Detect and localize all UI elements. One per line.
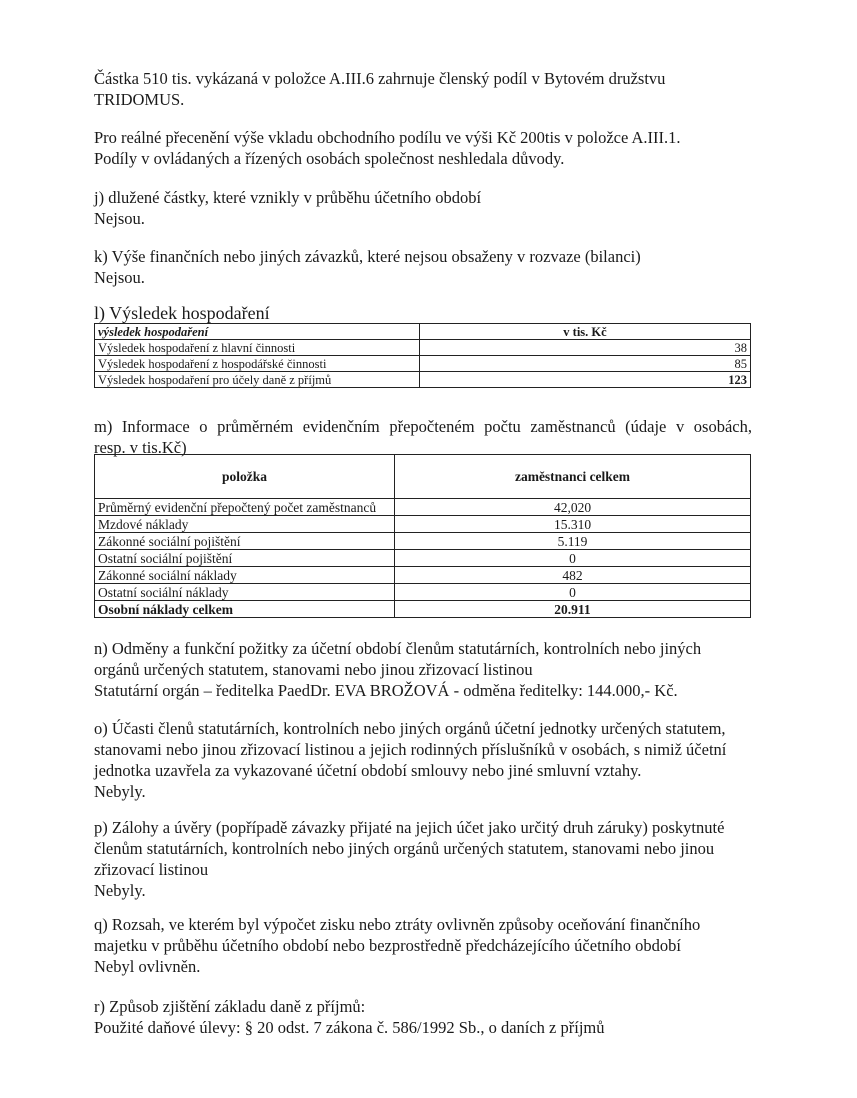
table-cell-value: 20.911 — [395, 601, 751, 618]
zamestnanci-table — [94, 454, 751, 618]
table-row — [95, 516, 751, 533]
section-m-title — [94, 416, 752, 458]
text-line: r) Způsob zjištění základu daně z příjmů: — [94, 997, 366, 1016]
table-cell-label: Výsledek hospodaření z hlavní činnosti — [95, 340, 420, 356]
table-header-cell: výsledek hospodaření — [95, 324, 420, 340]
table-header-row — [95, 455, 751, 499]
table-cell-label: Mzdové náklady — [95, 516, 395, 533]
section-r — [94, 996, 754, 1038]
table-cell-value: 42,020 — [395, 499, 751, 516]
text-line: Částka 510 tis. vykázaná v položce A.III.6 zahrnuje členský podíl v Bytovém družstvu — [94, 69, 666, 88]
text-line: orgánů určených statutem, stanovami nebo jinou zřizovací listinou — [94, 660, 533, 679]
text-line: m) Informace o průměrném evidenčním přepočteném počtu zaměstnanců (údaje v osobách, — [94, 417, 752, 436]
section-j-value: Nejsou. — [94, 209, 145, 228]
section-l-title: l) Výsledek hospodaření — [94, 303, 270, 323]
table-row — [95, 499, 751, 516]
paragraph-preceneni — [94, 127, 754, 169]
table-row — [95, 533, 751, 550]
table-cell-value: 482 — [395, 567, 751, 584]
section-k-title: k) Výše finančních nebo jiných závazků, které nejsou obsaženy v rozvaze (bilanci) — [94, 247, 641, 266]
text-line: q) Rozsah, ve kterém byl výpočet zisku nebo ztráty ovlivněn způsoby oceňování finančního — [94, 915, 701, 934]
table-cell-value: 0 — [395, 550, 751, 567]
text-line: Pro reálné přecenění výše vkladu obchodního podílu ve výši Kč 200tis v položce A.III.1. — [94, 128, 681, 147]
text-line: n) Odměny a funkční požitky za účetní období členům statutárních, kontrolních nebo jiných — [94, 639, 702, 658]
section-j-title: j) dlužené částky, které vznikly v průběhu účetního období — [94, 188, 482, 207]
section-q — [94, 914, 754, 977]
table-cell-value: 85 — [420, 356, 751, 372]
table-row — [95, 340, 751, 356]
table-row — [95, 584, 751, 601]
section-o — [94, 718, 754, 802]
table-cell-label: Ostatní sociální náklady — [95, 584, 395, 601]
text-line: Použité daňové úlevy: § 20 odst. 7 zákona č. 586/1992 Sb., o daních z příjmů — [94, 1018, 605, 1037]
text-line: Statutární orgán – ředitelka PaedDr. EVA BROŽOVÁ - odměna ředitelky: 144.000,- Kč. — [94, 681, 678, 700]
table-row — [95, 567, 751, 584]
table-cell-value: 15.310 — [395, 516, 751, 533]
table-cell-label: Osobní náklady celkem — [95, 601, 395, 618]
table-row — [95, 372, 751, 388]
text-line: resp. v tis.Kč) — [94, 438, 187, 457]
table-header-cell: zaměstnanci celkem — [395, 455, 751, 499]
table-total-row — [95, 601, 751, 618]
table-cell-value: 0 — [395, 584, 751, 601]
table-cell-label: Výsledek hospodaření z hospodářské činnosti — [95, 356, 420, 372]
text-line: Nebyl ovlivněn. — [94, 957, 201, 976]
text-line: členům statutárních, kontrolních nebo jiných orgánů určených statutem, stanovami nebo jinou — [94, 839, 715, 858]
table-cell-value: 5.119 — [395, 533, 751, 550]
table-cell-label: Zákonné sociální pojištění — [95, 533, 395, 550]
section-k-value: Nejsou. — [94, 268, 145, 287]
table-cell-label: Průměrný evidenční přepočtený počet zaměstnanců — [95, 499, 395, 516]
text-line: Nebyly. — [94, 782, 146, 801]
text-line: Podíly v ovládaných a řízených osobách společnost neshledala důvody. — [94, 149, 565, 168]
table-header-cell: v tis. Kč — [420, 324, 751, 340]
section-j — [94, 187, 754, 229]
table-header-cell: položka — [95, 455, 395, 499]
section-p — [94, 817, 754, 901]
table-cell-value: 38 — [420, 340, 751, 356]
paragraph-castka — [94, 68, 754, 110]
text-line: p) Zálohy a úvěry (popřípadě závazky přijaté na jejich účet jako určitý druh záruky) poskytnuté — [94, 818, 725, 837]
text-line: o) Účasti členů statutárních, kontrolních nebo jiných orgánů účetní jednotky určených statutem, — [94, 719, 726, 738]
table-row — [95, 356, 751, 372]
text-line: Nebyly. — [94, 881, 146, 900]
table-cell-value: 123 — [420, 372, 751, 388]
table-cell-label: Ostatní sociální pojištění — [95, 550, 395, 567]
text-line: stanovami nebo jinou zřizovací listinou a jejich rodinných příslušníků v osobách, s nimiž účetní — [94, 740, 727, 759]
table-cell-label: Zákonné sociální náklady — [95, 567, 395, 584]
text-line: jednotka uzavřela za vykazované účetní období smlouvy nebo jiné smluvní vztahy. — [94, 761, 642, 780]
text-line: TRIDOMUS. — [94, 90, 185, 109]
section-k — [94, 246, 754, 288]
section-n — [94, 638, 754, 701]
table-row — [95, 550, 751, 567]
text-line: majetku v průběhu účetního období nebo bezprostředně předcházejícího účetního období — [94, 936, 681, 955]
text-line: zřizovací listinou — [94, 860, 209, 879]
vysledek-hospodareni-table — [94, 323, 751, 388]
table-header-row — [95, 324, 751, 340]
table-cell-label: Výsledek hospodaření pro účely daně z příjmů — [95, 372, 420, 388]
